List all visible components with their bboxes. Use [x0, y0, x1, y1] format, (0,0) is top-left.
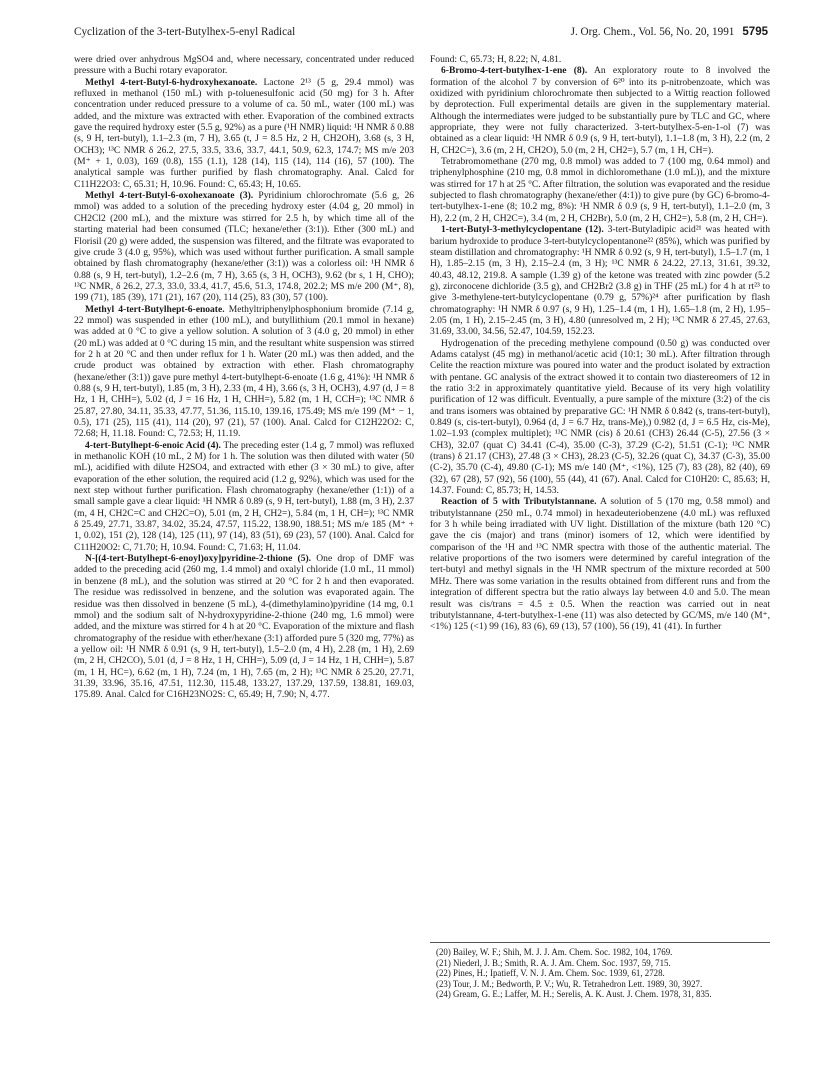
- paragraph: [430, 65, 770, 156]
- references: [430, 942, 770, 1000]
- paragraph-text: Found: C, 65.73; H, 8.22; N, 4.81.: [430, 54, 562, 65]
- paragraph: [74, 54, 414, 77]
- paragraph: [74, 440, 414, 553]
- paragraph-text: One drop of DMF was added to the preceding acid (260 mg, 1.4 mmol) and oxalyl chloride (1.0 mL, 11 mmol) in benzene (8 mL), and the solution was stirred at 20 °C for 2 h and then evaporated. The residue was redissolved in benzene, and the solution was evaporated again. The residue was then dissolved in benzene (5 mL), 4-(dimethylamino)pyridine (14 mg, 0.1 mmol) and the sodium salt of N-hydroxypyridine-2-thione (240 mg, 1.6 mmol) were added, and the mixture was stirred for 4 h at 20 °C. Evaporation of the mixture and flash chromatography of the residue with ether/hexane (3:1) afforded pure 5 (320 mg, 77%) as a yellow oil: ¹H NMR δ 0.91 (s, 9 H, tert-butyl), 1.5–2.0 (m, 4 H), 2.28 (m, 1 H), 2.69 (m, 2 H, CH2CO), 5.01 (d, J = 8 Hz, 1 H, CHH=), 5.09 (d, J = 14 Hz, 1 H, CHH=), 5.87 (m, 1 H, HC=), 6.62 (m, 1 H), 7.24 (m, 1 H), 7.65 (m, 2 H); ¹³C NMR δ 25.20, 27.71, 31.39, 33.96, 35.16, 47.51, 112.30, 115.48, 133.27, 137.29, 137.59, 138.81, 169.03, 175.89. Anal. Calcd for C16H23NO2S: C, 65.49; H, 7.90; N, 4.77.: [74, 553, 414, 701]
- left-column: [74, 54, 414, 701]
- paragraph: [430, 496, 770, 632]
- section-heading: Methyl 4-tert-Butyl-6-hydroxyhexanoate.: [85, 76, 258, 88]
- section-heading: Methyl 4-tert-Butyl-6-oxohexanoate (3).: [85, 190, 254, 202]
- reference-item: (23) Tour, J. M.; Bedworth, P. V.; Wu, R. Tetrahedron Lett. 1989, 30, 3927.: [436, 978, 703, 989]
- paragraph: [74, 77, 414, 190]
- section-heading: Methyl 4-tert-Butylhept-6-enoate.: [85, 303, 225, 315]
- right-column: [430, 54, 770, 934]
- running-title: Cyclization of the 3-tert-Butylhex-5-enyl Radical: [74, 26, 296, 38]
- paragraph-text: were dried over anhydrous MgSO4 and, where necessary, concentrated under reduced pressure with a Buchi rotary evaporator.: [74, 54, 414, 77]
- section-heading: 1-tert-Butyl-3-methylcyclopentane (12).: [441, 224, 604, 236]
- paragraph: [430, 54, 770, 65]
- paragraph-text: Lactone 2¹³ (5 g, 29.4 mmol) was refluxed in methanol (150 mL) with p-toluenesulfonic acid (50 mg) for 3 h. After concentration under reduced pressure to a volume of ca. 50 mL, water (100 mL) was added, and the mixture was extracted with ether. Evaporation of the combined extracts gave the required hydroxy ester (5.5 g, 92%) as a pure (¹H NMR) liquid: ¹H NMR δ 0.88 (s, 9 H, tert-butyl), 1.1–2.3 (m, 7 H), 3.65 (t, J = 8.5 Hz, 2 H, CH2OH), 3.68 (s, 3 H, OCH3); ¹³C NMR δ 26.2, 27.5, 33.5, 33.6, 33.7, 44.1, 50.9, 62.3, 174.7; MS m/e 203 (M⁺ + 1, 0.03), 169 (0.8), 155 (1.1), 128 (14), 115 (14), 114 (16), 57 (100). The analytical sample was further purified by flash chromatography. Anal. Calcd for C11H22O3: C, 65.31; H, 10.96. Found: C, 65.43; H, 10.65.: [74, 76, 414, 190]
- section-heading: 4-tert-Butylhept-6-enoic Acid (4).: [85, 439, 221, 451]
- paragraph-text: A solution of 5 (170 mg, 0.58 mmol) and tributylstannane (250 mL, 0.74 mmol) in hexadeuteriobenzene (4.0 mL) was refluxed for 3 h while being irradiated with UV light. Distillation of the mixture (bath 120 °C) gave the cis (major) and trans (minor) isomers of 12, which were identified by comparison of the ¹H and ¹³C NMR spectra with those of the authentic material. The relative proportions of the two isomers were determined by careful integration of the tert-butyl and methyl signals in the ¹H NMR spectrum of the mixture recorded at 500 MHz. There was some variation in the results obtained from different runs and from the integration of different spectra but the ratio always lay between 4.0 and 5.0. The mean result was cis/trans = 4.5 ± 0.5. When the reaction was carried out in neat tributylstannane, 4-tert-butylhex-1-ene (11) was also detected by GC/MS, m/e 140 (M⁺, <1%) 125 (<1) 99 (16), 83 (6), 69 (13), 57 (100), 56 (19), 41 (41). In further: [430, 496, 770, 633]
- paragraph-text: 3-tert-Butyladipic acid²¹ was heated with barium hydroxide to produce 3-tert-butylcyclopentanone²² (85%), which was purified by steam distillation and chromatography: ¹H NMR δ 0.92 (s, 9 H, tert-butyl), 1.5–1.7 (m, 1 H), 1.85–2.15 (m, 3 H), 2.15–2.4 (m, 3 H); ¹³C NMR δ 24.22, 27.13, 31.61, 39.32, 40.43, 48.12, 219.8. A sample (1.39 g) of the ketone was treated with zinc powder (5.2 g), zirconocene dichloride (3.5 g), and CH2Br2 (3.8 g) in THF (25 mL) for 4 h at rt²³ to give 3-methylene-tert-butylcyclopentane (0.79 g, 57%)²⁴ after purification by flash chromatography: ¹H NMR δ 0.97 (s, 9 H), 1.25–1.4 (m, 1 H), 1.65–1.8 (m, 2 H), 1.95–2.05 (m, 1 H), 2.15–2.45 (m, 3 H), 4.80 (unresolved m, 2 H); ¹³C NMR δ 27.45, 27.63, 31.69, 33.00, 34.56, 52.47, 104.59, 152.23.: [430, 224, 770, 338]
- paragraph: [430, 338, 770, 497]
- paragraph: [430, 156, 770, 224]
- page-number: 5795: [742, 26, 768, 38]
- paragraph-text: Methyltriphenylphosphonium bromide (7.14 g, 22 mmol) was suspended in ether (100 mL), and butyllithium (20.1 mmol in hexane) was added at 0 °C to give a yellow solution. A solution of 3 (4.0 g, 20 mmol) in ether (20 mL) was added at 0 °C during 15 min, and the resultant white suspension was stirred for 2 h at 20 °C and then under reflux for 1 h. Water (20 mL) was then added, and the crude product was obtained by extraction with ether. Flash chromatography (hexane/ether (3:1)) gave pure methyl 4-tert-butylhept-6-enoate (1.6 g, 41%): ¹H NMR δ 0.88 (s, 9 H, tert-butyl), 1.85 (m, 3 H), 2.33 (m, 4 H), 3.66 (s, 3 H, OCH3), 4.97 (d, J = 8 Hz, 1 H, CHH=), 5.02 (d, J = 16 Hz, 1 H, CHH=), 5.82 (m, 1 H, CCH=); ¹³C NMR δ 25.87, 27.80, 34.11, 35.33, 47.77, 51.36, 115.10, 139.16, 175.49; MS m/e 199 (M⁺ − 1, 0.5), 171 (25), 115 (41), 114 (20), 97 (21), 57 (100). Anal. Calcd for C12H22O2: C, 72.68; H, 11.18. Found: C, 72.53; H, 11.19.: [74, 303, 414, 440]
- section-heading: 6-Bromo-4-tert-butylhex-1-ene (8).: [441, 65, 588, 77]
- reference-item: (20) Bailey, W. F.; Shih, M. J. J. Am. Chem. Soc. 1982, 104, 1769.: [436, 947, 673, 957]
- paragraph: [74, 553, 414, 700]
- paragraph: [74, 190, 414, 303]
- section-heading: N-[(4-tert-Butylhept-6-enoyl)oxy]pyridine-2-thione (5).: [85, 553, 312, 565]
- section-heading: Reaction of 5 with Tributylstannane.: [441, 496, 597, 508]
- paragraph-text: Pyridinium chlorochromate (5.6 g, 26 mmol) was added to a solution of the preceding hydroxy ester (4.04 g, 20 mmol) in CH2Cl2 (200 mL), and the mixture was stirred for 2.5 h, by which time all of the starting material had been consumed (TLC; hexane/ether (3:1)). Ether (300 mL) and Florisil (20 g) were added, the suspension was filtered, and the filtrate was evaporated to give crude 3 (4.0 g, 95%), which was used without further purification. A small sample obtained by flash chromatography (hexane/ether (3:1)) was a colorless oil: ¹H NMR δ 0.88 (s, 9 H, tert-butyl), 1.2–2.6 (m, 7 H), 3.65 (s, 3 H, OCH3), 9.62 (br s, 1 H, CHO); ¹³C NMR, δ 26.2, 27.3, 33.0, 33.4, 41.7, 45.6, 51.3, 174.8, 202.2; MS m/e 200 (M⁺, 8), 199 (71), 185 (39), 171 (21), 167 (20), 114 (25), 83 (30), 57 (100).: [74, 190, 415, 304]
- paragraph-text: The preceding ester (1.4 g, 7 mmol) was refluxed in methanolic KOH (10 mL, 2 M) for 1 h. The solution was then diluted with water (50 mL), acidified with dilute H2SO4, and extracted with ether (3 × 30 mL) to give, after evaporation of the ether solution, the required acid (1.2 g, 92%), which was used for the next step without further purification. Flash chromatography (hexane/ether (1:1)) of a small sample gave a clear liquid: ¹H NMR δ 0.89 (s, 9 H, tert-butyl), 1.88 (m, 3 H), 2.37 (m, 4 H, CH2C=C and CH2C=O), 5.01 (m, 2 H, CH2=), 5.84 (m, 1 H, CH=); ¹³C NMR δ 25.49, 27.71, 33.87, 34.02, 35.24, 47.57, 115.22, 138.90, 188.51; MS m/e 185 (M⁺ + 1, 0.02), 151 (2), 128 (14), 125 (11), 97 (14), 83 (51), 69 (23), 57 (100). Anal. Calcd for C11H20O2: C, 71.70; H, 10.94. Found: C, 71.63; H, 11.04.: [74, 439, 415, 553]
- paragraph-text: An exploratory route to 8 involved the formation of the alcohol 7 by conversion of 6²⁰ into its p-nitrobenzoate, which was oxidized with pyridinium chlorochromate then subjected to a Wittig reaction followed by deprotection. Full experimental details are given in the supplementary material. Although the intermediates were judged to be substantially pure by TLC and GC, where appropriate, they were not fully characterized. 3-tert-butylhex-5-en-1-ol (7) was obtained as a clear liquid: ¹H NMR δ 0.9 (s, 9 H, tert-butyl), 1.1–1.8 (m, 3 H), 2.2 (m, 2 H, CH2C=), 3.6 (m, 2 H, CH2O), 5.0 (m, 2 H, CH2=), 5.7 (m, 1 H, CH=).: [430, 65, 770, 156]
- reference-item: (24) Gream, G. E.; Laffer, M. H.; Serelis, A. K. Aust. J. Chem. 1978, 31, 835.: [436, 989, 712, 1000]
- paragraph: [430, 224, 770, 337]
- paragraph-text: Hydrogenation of the preceding methylene compound (0.50 g) was conducted over Adams catalyst (45 mg) in methanol/acetic acid (10:1; 30 mL). After filtration through Celite the reaction mixture was poured into water and the product isolated by extraction with pentane. GC analysis of the extract showed it to contain two diastereomers of 12 in the ratio 3:2 in approximately quantitative yield. Because of its very high volatility purification of 12 was difficult. Eventually, a pure sample of the mixture (3:2) of the cis and trans isomers was obtained by preparative GC: ¹H NMR δ 0.842 (s, trans-tert-butyl), 0.849 (s, cis-tert-butyl), 0.964 (d, J = 6.7 Hz, trans-Me),) 0.982 (d, J = 6.5 Hz, cis-Me), 1.02–1.93 (complex multiplet); ¹³C NMR (cis) δ 20.61 (CH3) 26.44 (C-5), 27.56 (3 × CH3), 32.07 (quat C) 34.41 (C-4), 35.00 (C-3), 37.29 (C-2), 51.51 (C-1); ¹³C NMR (trans) δ 21.17 (CH3), 27.48 (3 × CH3), 28.23 (C-5), 32.26 (quat C), 34.37 (C-3), 35.00 (C-2), 35.70 (C-4), 49.80 (C-1); MS m/e 140 (M⁺, <1%), 125 (7), 83 (28), 82 (40), 69 (32), 67 (28), 57 (92), 56 (100), 55 (44), 41 (67). Anal. Calcd for C10H20: C, 85.63; H, 14.37. Found: C, 85.73; H, 14.53.: [430, 337, 770, 497]
- journal-citation: [571, 26, 768, 38]
- running-header: [74, 26, 768, 42]
- journal-info: J. Org. Chem., Vol. 56, No. 20, 1991: [570, 26, 735, 38]
- reference-item: (22) Pines, H.; Ipatieff, V. N. J. Am. Chem. Soc. 1939, 61, 2728.: [436, 968, 665, 979]
- reference-item: (21) Niederl, J. B.; Smith, R. A. J. Am. Chem. Soc. 1937, 59, 715.: [436, 957, 671, 968]
- paragraph-text: Tetrabromomethane (270 mg, 0.8 mmol) was added to 7 (100 mg, 0.64 mmol) and triphenylphosphine (210 mg, 0.8 mmol in dichloromethane (1.0 mL)), and the mixture was stirred for 17 h at 25 °C. After filtration, the solution was evaporated and the residue subjected to flash chromatography (hexane/ether (4:1)) to give pure (by GC) 6-bromo-4-tert-butylhex-1-ene (8; 10.2 mg, 8%): ¹H NMR δ 0.9 (s, 9 H, tert-butyl), 1.1–2.0 (m, 3 H), 2.2 (m, 2 H, CH2C=), 3.4 (m, 2 H, CH2Br), 5.0 (m, 2 H, CH2=), 5.8 (m, 2 H, CH=).: [430, 156, 770, 224]
- paragraph: [74, 304, 414, 440]
